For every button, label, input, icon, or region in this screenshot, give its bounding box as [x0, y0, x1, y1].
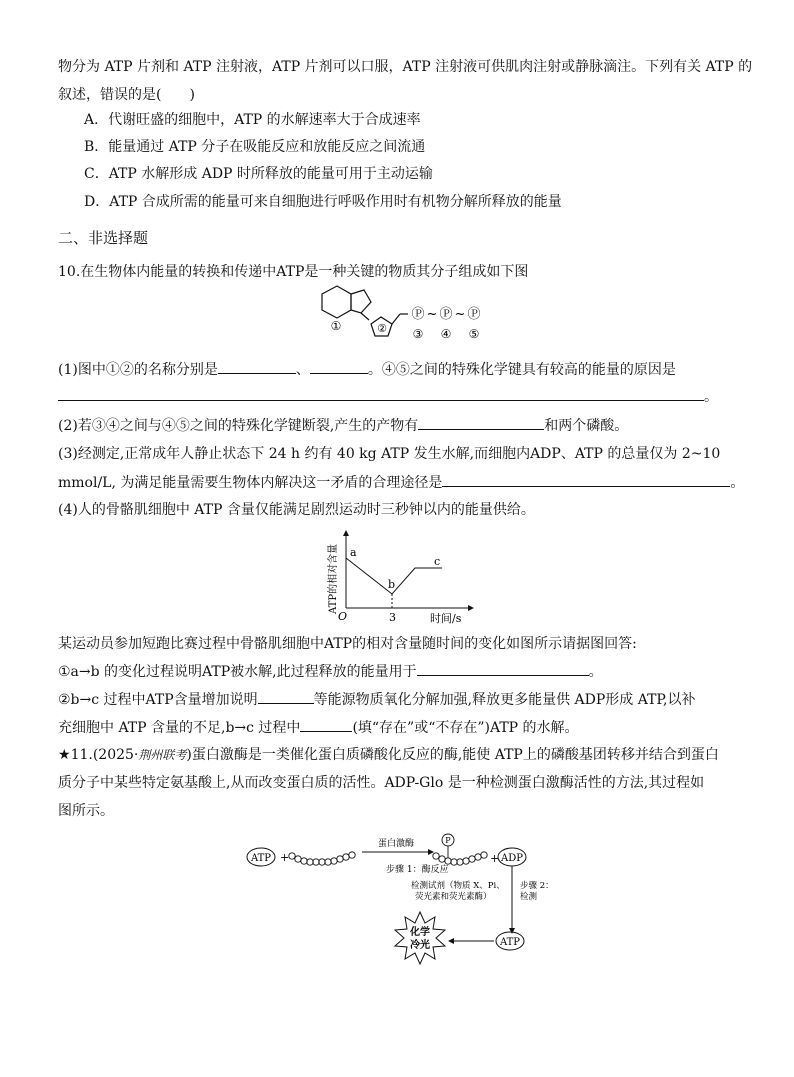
light-label-line1: 化学 — [410, 927, 430, 938]
step2-label-line1: 步骤 2： — [520, 881, 554, 891]
q10-part4-q2-text-b: 等能源物质氧化分解加强,释放更多能量供 ADP形成 ATP,以补 — [313, 692, 696, 708]
q10-part4-description: 某运动员参加短跑比赛过程中骨骼肌细胞中ATP的相对含量随时间的变化如图所示请据图回答: — [58, 636, 637, 652]
q9-option-b: B．能量通过 ATP 分子在吸能反应和放能反应之间流通 — [84, 139, 426, 155]
q11-line2: 质分子中某些特定氨基酸上,从而改变蛋白质的活性。ADP-Glo 是一种检测蛋白激酶活性的方法,其过程如 — [58, 775, 705, 791]
q10-part3-line2 — [58, 472, 754, 493]
x-tick-3: 3 — [389, 611, 396, 624]
adp-glo-diagram — [240, 832, 560, 972]
bond-1: ~ — [426, 307, 438, 322]
q11-source: 荆州联考 — [138, 748, 187, 762]
y-axis-label: ATP的相对含量 — [328, 543, 339, 614]
atp-label-left: ATP — [250, 853, 272, 864]
q10-part4-q2-text-a: ②b→c 过程中ATP含量增加说明 — [58, 692, 258, 708]
q9-option-d: D．ATP 合成所需的能量可来自细胞进行呼吸作用时有机物分解所释放的能量 — [84, 194, 562, 210]
x-axis-label: 时间/s — [430, 612, 462, 625]
q10-part1-blank-2[interactable] — [310, 359, 368, 374]
adenine-ring-pentagon — [351, 290, 371, 313]
step1-label: 步骤 1：酶反应 — [386, 865, 449, 875]
q10-part4: (4)人的骨骼肌细胞中 ATP 含量仅能满足剧烈运动时三秒钟以内的能量供给。 — [58, 502, 535, 518]
reagent-label-line2: 荧光素和荧光素酶） — [415, 892, 492, 902]
light-burst-icon — [395, 912, 445, 964]
q11-line1 — [58, 745, 754, 765]
phosphate-label: P — [445, 836, 451, 845]
point-label-a: a — [350, 546, 357, 559]
q9-option-c: C．ATP 水解形成 ADP 时所释放的能量可用于主动运输 — [84, 166, 433, 182]
q9-line1: 物分为 ATP 片剂和 ATP 注射液，ATP 片剂可以口服，ATP 注射液可供肌肉注射或静脉滴注。下列有关 ATP 的 — [58, 59, 753, 75]
q10-part4-q2-line1 — [58, 689, 754, 710]
phosphate-3: Ⓟ — [467, 307, 481, 322]
q10-part1-text-b: 、 — [295, 362, 310, 378]
q11-number: 11.(2025· — [70, 747, 139, 763]
atp-structure-figure — [300, 284, 500, 344]
q10-part3-end: 。 — [730, 475, 745, 491]
label-1: ① — [330, 319, 342, 333]
q9-option-a: A．代谢旺盛的细胞中，ATP 的水解速率大于合成速率 — [84, 112, 421, 128]
plus-left: + — [280, 851, 290, 864]
q10-part1-text-c: 。④⑤之间的特殊化学键具有较高的能量的原因是 — [367, 362, 676, 378]
q10-part2 — [58, 415, 754, 436]
label-5: ⑤ — [468, 327, 480, 341]
phosphate-1: Ⓟ — [411, 307, 425, 322]
y-axis-arrow — [343, 530, 349, 536]
reagent-label-line1: 检测试剂（物质 X、Pi、 — [411, 881, 505, 891]
phosphate-2: Ⓟ — [439, 307, 453, 322]
q10-part1-blank-3[interactable] — [58, 386, 704, 401]
q10-part4-q1-blank[interactable] — [417, 661, 589, 676]
section-heading: 二、非选择题 — [58, 229, 149, 247]
step2-arrow-head — [509, 928, 515, 934]
link-line-2 — [392, 314, 400, 324]
protein-chain-right — [433, 852, 487, 865]
atp-label-bottom: ATP — [499, 937, 521, 948]
q10-part4-q2-blank-1[interactable] — [258, 689, 314, 704]
q10-part4-q2-text-d: (填“存在”或“不存在”)ATP 的水解。 — [352, 720, 579, 736]
q10-part3-line1: (3)经测定,正常成年人静止状态下 24 h 约有 40 kg ATP 发生水解,而细胞内ADP、ATP 的总量仅为 2~10 — [58, 446, 721, 462]
label-2: ② — [377, 322, 387, 335]
q10-part3-blank[interactable] — [442, 472, 730, 487]
q10-part2-text-b: 和两个磷酸。 — [544, 418, 629, 434]
q10-part1-text-a: (1)图中①②的名称分别是 — [58, 362, 218, 378]
adenine-ring-hexagon — [322, 286, 351, 318]
star-icon: ★ — [58, 747, 71, 763]
q10-part1-blank-1[interactable] — [218, 359, 296, 374]
link-line-1 — [361, 313, 369, 320]
q10-part4-q1 — [58, 661, 754, 682]
q10-part1-answer-line — [58, 386, 754, 407]
enzyme-label: 蛋白激酶 — [377, 839, 415, 849]
adp-label: ADP — [501, 853, 523, 864]
x-axis-arrow — [468, 605, 474, 611]
protein-chain-left — [289, 852, 355, 865]
q10-part4-q1-text: ①a→b 的变化过程说明ATP被水解,此过程释放的能量用于 — [58, 664, 417, 680]
q11-line1-rest: )蛋白激酶是一类催化蛋白质磷酸化反应的酶,能使 ATP上的磷酸基团转移并结合到蛋白 — [186, 747, 719, 763]
q10-part4-q2-blank-2[interactable] — [300, 717, 352, 732]
atp-content-chart — [320, 528, 480, 628]
q10-part1-end: 。 — [704, 389, 718, 405]
q9-line2: 叙述，错误的是( ) — [58, 87, 195, 103]
bond-2: ~ — [454, 307, 466, 322]
point-label-b: b — [388, 578, 396, 591]
plus-right: + — [490, 852, 500, 865]
label-3: ③ — [412, 327, 424, 341]
light-label-line2: 冷光 — [410, 940, 430, 951]
step2-label-line2: 检测 — [520, 892, 538, 902]
q10-part1 — [58, 359, 754, 380]
q11-line3: 图所示。 — [58, 803, 114, 819]
q10-part4-q1-end: 。 — [588, 664, 603, 680]
origin-label: O — [338, 610, 348, 623]
q10-part3-text: mmol/L, 为满足能量需要生物体内解决这一矛盾的合理途径是 — [58, 475, 443, 491]
q10-part2-text-a: (2)若③④之间与④⑤之间的特殊化学键断裂,产生的产物有 — [58, 418, 419, 434]
light-arrow-head — [448, 938, 454, 944]
q10-part4-q2-text-c: 充细胞中 ATP 含量的不足,b→c 过程中 — [58, 720, 301, 736]
q10-part4-q2-line2 — [58, 717, 754, 738]
q10-stem: 10.在生物体内能量的转换和传递中ATP是一种关键的物质其分子组成如下图 — [58, 264, 529, 280]
label-4: ④ — [440, 327, 452, 341]
q10-part2-blank[interactable] — [418, 415, 544, 430]
point-label-c: c — [434, 555, 441, 568]
